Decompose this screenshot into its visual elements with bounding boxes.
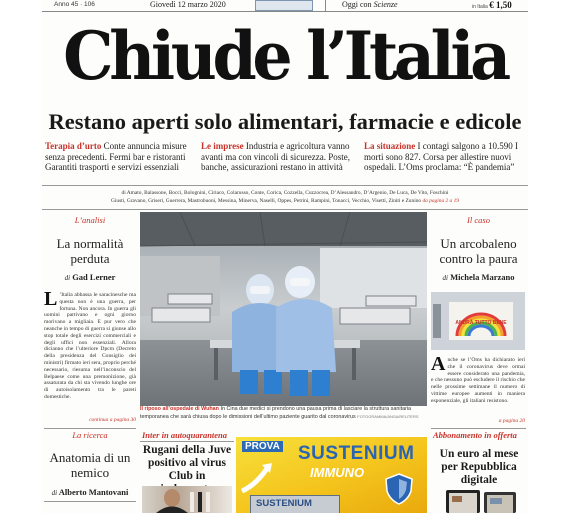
juve-photo[interactable] [142, 486, 232, 513]
devices-icon[interactable] [442, 488, 520, 513]
ad-subbrand: IMMUNO [310, 465, 365, 480]
ad-box-label: SUSTENIUM [256, 498, 312, 509]
ad-brand: SUSTENIUM [298, 443, 415, 464]
issue-date: Giovedì 12 marzo 2020 [150, 0, 226, 9]
photo-caption [140, 406, 427, 421]
dropcap: A [431, 357, 446, 375]
bylines [42, 190, 528, 206]
masthead-strip [42, 0, 528, 12]
bylines-line-1: di Amato, Balassone, Bocci, Bolognini, Ciriaco, Colarusso, Conte, Corica, Cozzella, Cuzzocrea, D’Alessandro, D’Argenio, De Luca, De Vito, Foschini [121, 190, 449, 196]
today-prefix: Oggi con [342, 0, 372, 9]
photo-illustration [140, 212, 427, 406]
bylines-line-2-text: Giusti, Gravano, Griseri, Guerrera, Mastrobuoni, Messina, Minerva, Naselli, Oppes, Petrini, Rampini, Tonacci, Vecchio, Visetti, Ziniti e Zunino [110, 197, 422, 204]
devices-illustration [442, 488, 520, 513]
right-article-body [431, 357, 525, 417]
divider [42, 185, 528, 186]
main-headline[interactable]: Chiude l’Italia [63, 17, 507, 95]
shield-icon [384, 473, 414, 505]
right-continue-link[interactable]: a pagina 20 [498, 418, 525, 424]
rainbow-banner: ANDRÀ TUTTO BENE [455, 320, 507, 326]
price-label: in Italia [472, 4, 488, 10]
masthead-box [255, 0, 313, 11]
wuhan-photo[interactable] [140, 212, 427, 406]
juve-article-title[interactable]: Rugani della Juve positivo al virus Club in [142, 444, 232, 482]
ad-product-box [250, 495, 340, 513]
price [472, 0, 512, 10]
right-author: di Michela Marzano [442, 272, 515, 282]
summary-1[interactable] [45, 141, 195, 173]
divider [431, 428, 526, 429]
upward-arrow-icon [238, 461, 278, 495]
juve-kicker: Inter in autoquarantena [142, 430, 228, 440]
left-article-body [44, 292, 136, 422]
left-body-text: ’Italia abbassa le saracinesche ma questa non è una guerra, per fortuna. Non ancora. In guerra gli uomini partivano e ogni giorno morivano a migliaia. E pur vero che neanche in tempo di guerra si giunse allo stop totale degli esercizi commerciali e degli uffici non essenziali. Allora dicianno che l’ulteriore Dpcm (Decreto della presidenza del Consiglio dei ministri) firmato ieri sera, proprio perché necessario, riesuma nell’inconscio del Belpaese come una premonizione, già assaturata da chi sta vivendo lunghe ore di autoisolamento tra le pareti domestiche. [44, 292, 136, 400]
left-continue-link[interactable]: continua a pagina 30 [89, 417, 136, 423]
issue-number: Anno 45 · 106 [54, 1, 95, 8]
today-supplement [342, 0, 398, 9]
right-kicker: Il caso [467, 215, 490, 225]
bylines-line-2 [42, 198, 528, 206]
summary-2[interactable] [201, 141, 359, 173]
left-article-title-2[interactable]: Anatomia di un nemico [49, 450, 131, 480]
dropcap: L [44, 292, 58, 310]
rainbow-illustration [431, 292, 525, 350]
divider [44, 428, 136, 429]
caption-kicker: Il riposo all’ospedale di Wuhan [140, 406, 219, 412]
divider [140, 441, 234, 442]
left-column [42, 212, 138, 513]
right-article-title[interactable]: Un arcobaleno contro la paura [439, 236, 518, 266]
summary-text: I contagi salgono a 10.590 I morti sono 827. Corsa per allestire nuovi ospedali. L’Oms proclama: “È pandemia” [364, 141, 518, 172]
caption-text: In Cina due medici si prendono una pausa prima di lasciare la struttura sanitaria temporanea che sarà chiusa dopo le dimissioni dell’ultimo paziente guarito dal coronavirus [140, 406, 412, 420]
bylines-pages: da pagina 2 a 19 [422, 197, 459, 204]
left-author: di Gad Lerner [64, 272, 116, 282]
newspaper-front-page [42, 0, 528, 513]
subheadline[interactable]: Restano aperti solo alimentari, farmacie e edicole [48, 109, 522, 134]
photo-credit: FOTOGRAMMA/ANSA/REUTERS [357, 414, 419, 419]
left-kicker-2: La ricerca [72, 430, 108, 440]
ad-tag: PROVA [242, 441, 283, 452]
rainbow-drawing[interactable] [431, 292, 525, 350]
player-illustration [142, 486, 232, 513]
right-body-text: nche se l’Oms ha dichiarato ieri che il coronavirus deve ormai essere considerato una pandemia, e che nessuno può escludere il rischio che nelle prossime settimane il numero di vittime europee aumenti in maniera esponenziale, gli italiani resistono. [431, 357, 525, 404]
supplement-name: Scienze [373, 0, 398, 9]
summary-text: Conte annuncia misure senza precedenti. Fermi bar e ristoranti Garantiti trasporti e servizi essenziali [45, 141, 187, 172]
divider [44, 501, 136, 502]
summary-kicker: La situazione [364, 141, 416, 151]
price-value: € 1,50 [489, 0, 512, 10]
summary-3[interactable] [364, 141, 524, 173]
left-article-title[interactable]: La normalità perduta [56, 236, 124, 266]
summary-kicker: Le imprese [201, 141, 244, 151]
divider [42, 209, 528, 210]
subscription-promo-title[interactable]: Un euro al mese per Repubblica digitale [439, 448, 519, 486]
left-author-2: di Alberto Mantovani [51, 487, 129, 497]
summary-text: Industria e agricoltura vanno avanti ma con vincoli di sicurezza. Poste, banche, assicurazioni restano in attività [201, 141, 350, 172]
right-kicker-2: Abbonamento in offerta [433, 430, 517, 440]
left-kicker: L’analisi [74, 215, 106, 225]
summary-kicker: Terapia d’urto [45, 141, 102, 151]
masthead-divider [325, 0, 326, 11]
sustenium-ad[interactable] [236, 437, 427, 513]
